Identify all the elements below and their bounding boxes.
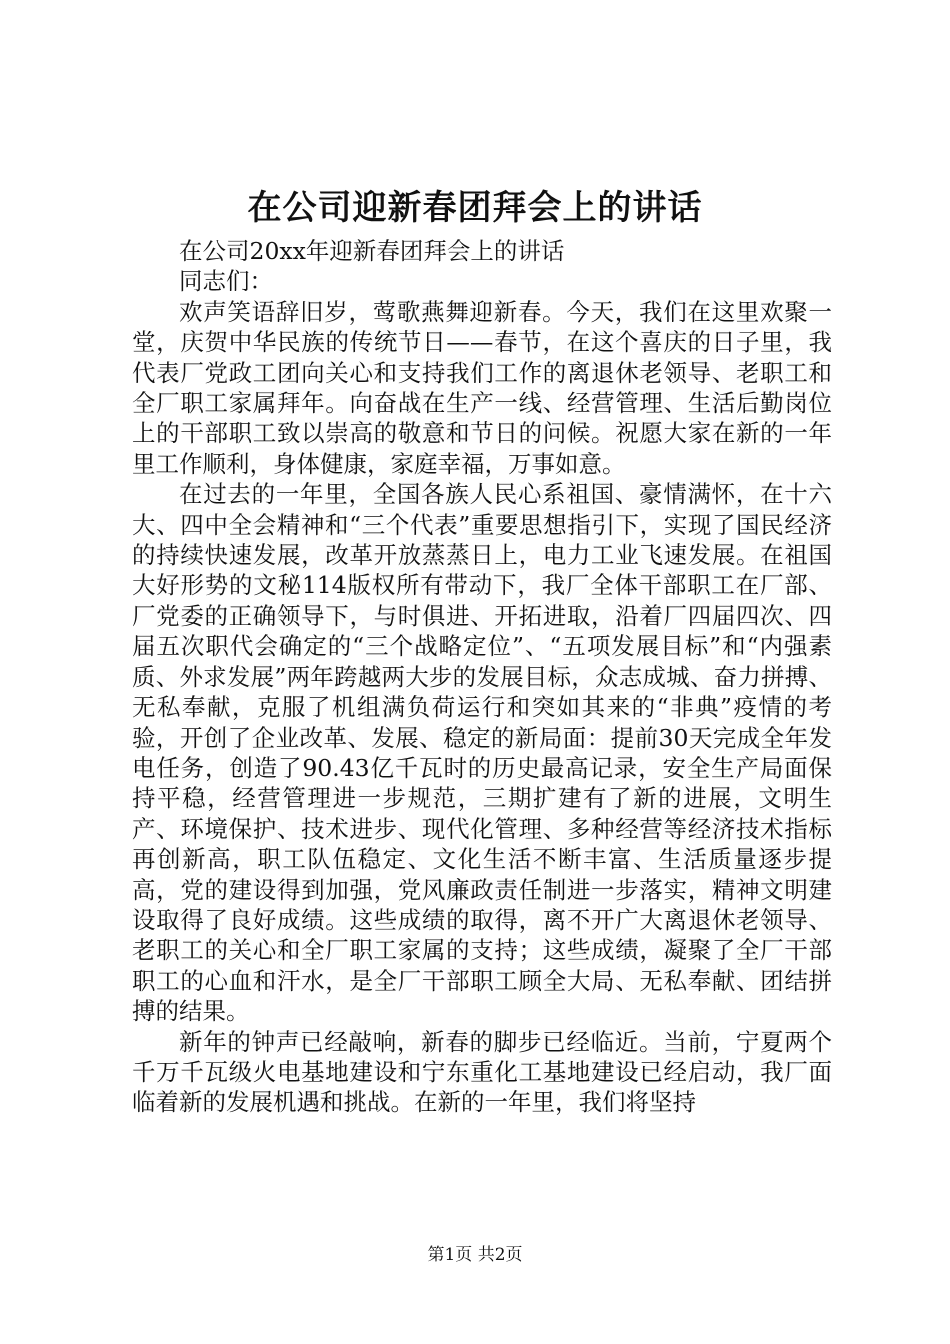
document-subtitle: 在公司20xx年迎新春团拜会上的讲话 [179, 237, 565, 265]
document-body [132, 236, 832, 1118]
page-footer: 第1页 共2页 [427, 1245, 523, 1265]
paragraph-1: 欢声笑语辞旧岁，莺歌燕舞迎新春。今天，我们在这里欢聚一堂，庆贺中华民族的传统节日——春节，在这个喜庆的日子里，我代表厂党政工团向关心和支持我们工作的离退休老领导、老职工和全厂职工家属拜年。向奋战在生产一线、经营管理、生活后勤岗位上的干部职工致以崇高的敬意和节日的问候。祝愿大家在新的一年里工作顺利，身体健康，家庭幸福，万事如意。 [132, 297, 832, 478]
salutation: 同志们： [179, 267, 273, 296]
paragraph-3: 新年的钟声已经敲响，新春的脚步已经临近。当前，宁夏两个千万千瓦级火电基地建设和宁东重化工基地建设已经启动，我厂面临着新的发展机遇和挑战。在新的一年里，我们将坚持 [132, 1027, 832, 1117]
document-title: 在公司迎新春团拜会上的讲话 [247, 188, 703, 228]
paragraph-2: 在过去的一年里，全国各族人民心系祖国、豪情满怀，在十六大、四中全会精神和“三个代表”重要思想指引下，实现了国民经济的持续快速发展，改革开放蒸蒸日上，电力工业飞速发展。在祖国大好形势的文秘114版权所有带动下，我厂全体干部职工在厂部、厂党委的正确领导下，与时俱进、开拓进取，沿着厂四届四次、四届五次职代会确定的“三个战略定位”、“五项发展目标”和“内强素质、外求发展”两年跨越两大步的发展目标，众志成城、奋力拼搏、无私奉献，克服了机组满负荷运行和突如其来的“非典”疫情的考验，开创了企业改革、发展、稳定的新局面：提前30天完成全年发电任务，创造了90.43亿千瓦时的历史最高记录，安全生产局面保持平稳，经营管理进一步规范，三期扩建有了新的进展，文明生产、环境保护、技术进步、现代化管理、多种经营等经济技术指标再创新高，职工队伍稳定、文化生活不断丰富、生活质量逐步提高，党的建设得到加强，党风廉政责任制进一步落实，精神文明建设取得了良好成绩。这些成绩的取得，离不开广大离退休老领导、老职工的关心和全厂职工家属的支持；这些成绩，凝聚了全厂干部职工的心血和汗水，是全厂干部职工顾全大局、无私奉献、团结拼搏的结果。 [132, 480, 832, 1026]
